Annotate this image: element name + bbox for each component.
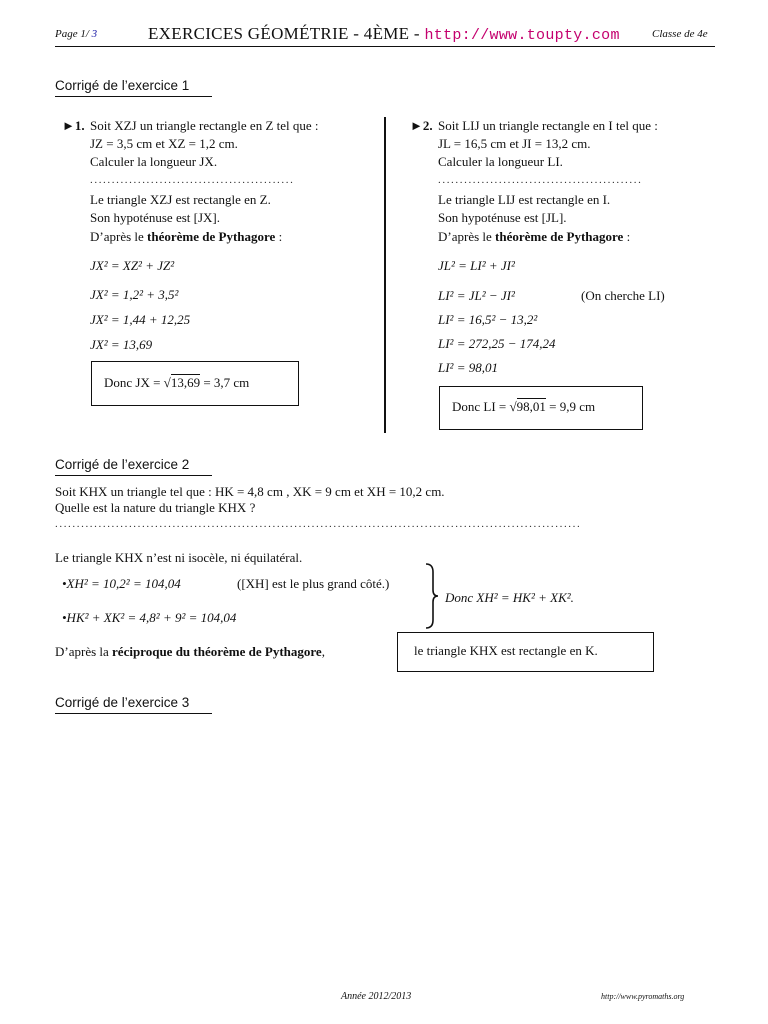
ex2-bullet-1: •XH² = 10,2² = 104,04 (62, 576, 181, 591)
section-underline-ex2 (55, 475, 212, 476)
ex2-bullet-1-note: ([XH] est le plus grand côté.) (237, 576, 390, 591)
ex1-right-question-2: JL = 16,5 cm et JI = 13,2 cm. (438, 136, 591, 151)
ex1-right-eq-2-note: (On cherche LI) (581, 288, 665, 303)
class-label: Classe de 4e (652, 28, 708, 40)
ex1-right-result: Donc LI = √98,01 = 9,9 cm (452, 399, 596, 414)
section-title-ex3: Corrigé de l’exercice 3 (55, 695, 190, 710)
ex1-right-eq-1: JL² = LI² + JI² (438, 258, 515, 273)
toupty-link[interactable]: http://www.toupty.com (424, 27, 620, 44)
ex1-right-dots: ............................................... (438, 174, 643, 186)
ex1-right-question-3: Calculer la longueur LI. (438, 154, 563, 169)
header-rule (55, 46, 715, 47)
ex1-right-result-box (439, 386, 643, 430)
section-underline-ex1 (55, 96, 212, 97)
ex2-bullet-2: •HK² + XK² = 4,8² + 9² = 104,04 (62, 610, 237, 625)
ex1-left-eq-2: JX² = 1,2² + 3,5² (90, 287, 179, 302)
page-total-link[interactable]: 3 (88, 28, 98, 40)
footer-year: Année 2012/2013 (341, 991, 412, 1002)
column-divider (384, 117, 386, 433)
ex1-right-eq-4: LI² = 272,25 − 174,24 (438, 336, 556, 351)
ex1-left-solution-1: Le triangle XZJ est rectangle en Z. (90, 192, 271, 207)
ex2-conclusion: Donc XH² = HK² + XK². (445, 590, 574, 605)
ex2-dots: ......................................................................................................................... (55, 518, 582, 530)
ex1-left-result-box (91, 361, 299, 406)
ex1-left-question-2: JZ = 3,5 cm et XZ = 1,2 cm. (90, 136, 238, 151)
section-title-ex1: Corrigé de l’exercice 1 (55, 78, 190, 93)
page-title: EXERCICES GÉOMÉTRIE - 4ÈME - http://www.toupty.com (148, 24, 620, 44)
ex1-marker-2: ►2. (410, 118, 433, 133)
ex1-left-eq-1: JX² = XZ² + JZ² (90, 258, 175, 273)
page-number: Page 1/ 3 (55, 28, 98, 40)
ex1-right-solution-3: D’après le théorème de Pythagore : (438, 229, 631, 244)
ex1-right-eq-3: LI² = 16,5² − 13,2² (438, 312, 538, 327)
ex2-solution-1: Le triangle KHX n’est ni isocèle, ni équilatéral. (55, 550, 303, 565)
ex1-right-question-1: Soit LIJ un triangle rectangle en I tel que : (438, 118, 658, 133)
ex1-left-solution-2: Son hypoténuse est [JX]. (90, 210, 220, 225)
ex1-left-solution-3: D’après le théorème de Pythagore : (90, 229, 283, 244)
ex2-final-statement: D’après la réciproque du théorème de Pythagore, (55, 644, 325, 659)
footer-site-link[interactable]: http://www.pyromaths.org (601, 992, 685, 1001)
ex2-question-1: Soit KHX un triangle tel que : HK = 4,8 cm , XK = 9 cm et XH = 10,2 cm. (55, 484, 445, 499)
ex1-left-question-3: Calculer la longueur JX. (90, 154, 218, 169)
ex1-left-question-1: Soit XZJ un triangle rectangle en Z tel que : (90, 118, 319, 133)
ex1-left-eq-4: JX² = 13,69 (90, 337, 153, 352)
ex2-final-box-text: le triangle KHX est rectangle en K. (414, 643, 598, 658)
ex1-right-eq-5: LI² = 98,01 (438, 360, 498, 375)
section-title-ex2: Corrigé de l’exercice 2 (55, 457, 190, 472)
ex1-left-eq-3: JX² = 1,44 + 12,25 (90, 312, 191, 327)
ex1-right-solution-2: Son hypoténuse est [JL]. (438, 210, 567, 225)
ex1-right-eq-2: LI² = JL² − JI² (438, 288, 515, 303)
ex1-left-dots: ............................................... (90, 174, 295, 186)
ex2-question-2: Quelle est la nature du triangle KHX ? (55, 500, 256, 515)
ex1-left-result: Donc JX = √13,69 = 3,7 cm (104, 375, 250, 390)
section-underline-ex3 (55, 713, 212, 714)
ex1-marker-1: ►1. (62, 118, 85, 133)
ex1-right-solution-1: Le triangle LIJ est rectangle en I. (438, 192, 611, 207)
curly-brace-icon (424, 562, 440, 630)
ex2-final-box (397, 632, 654, 672)
